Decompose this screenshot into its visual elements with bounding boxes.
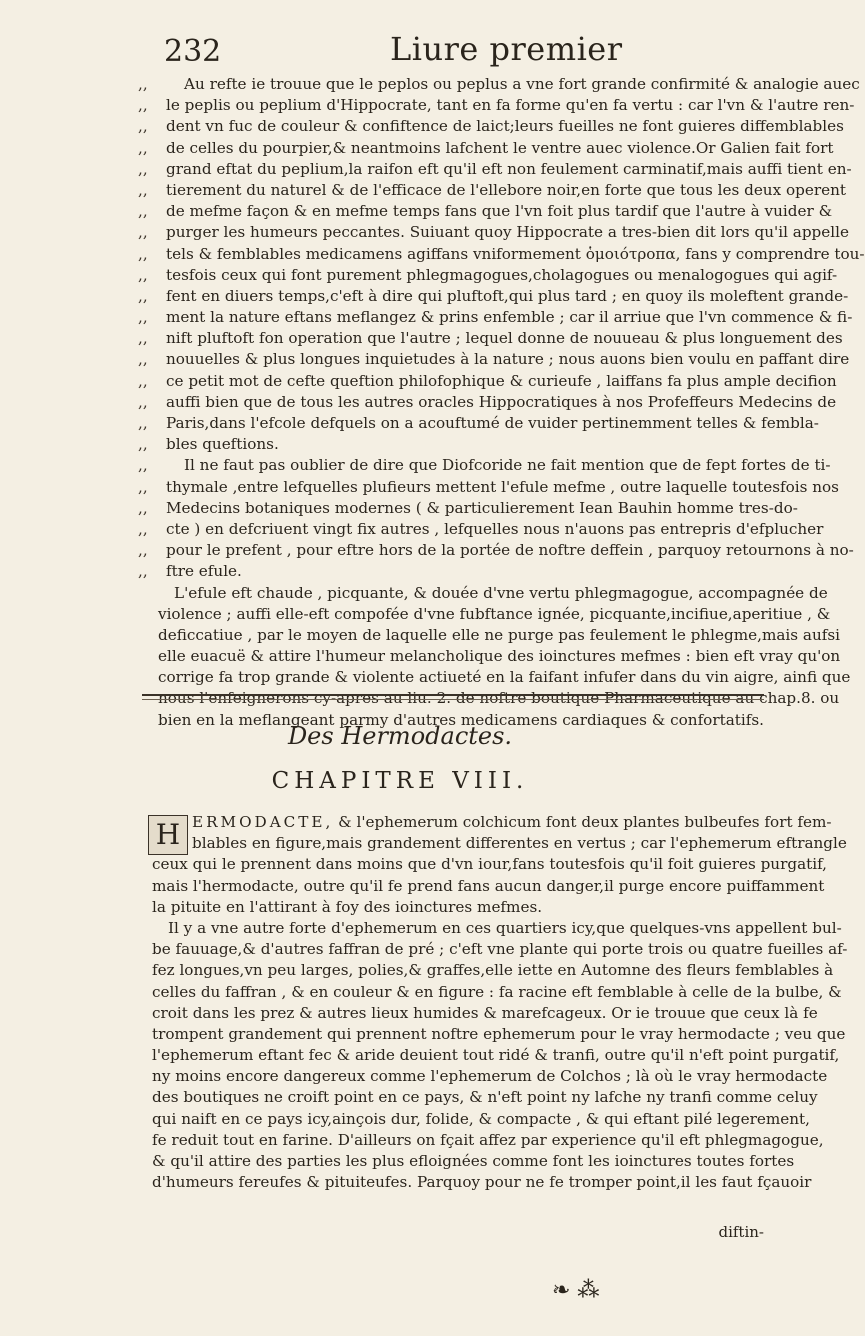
quote-mark: ,, bbox=[138, 138, 148, 157]
chapter-line: des boutiques ne croift point en ce pays, & n'eft point ny lafche ny tranfi comme celuy bbox=[152, 1088, 818, 1107]
chapter-line: fez longues,vn peu larges, polies,& graffes,elle iette en Automne des fleurs femblables à bbox=[152, 961, 834, 980]
quote-mark: ,, bbox=[138, 117, 148, 136]
quote-mark: ,, bbox=[138, 75, 148, 93]
chapter-line: be fauuage,& d'autres faffran de pré ; c'eft vne plante qui porte trois ou quatre fueilles af- bbox=[152, 940, 848, 959]
chapter-line: l'ephemerum eftant fec & aride deuient tout ridé & tranfi, outre qu'il n'eft point purgatif, bbox=[152, 1046, 840, 1065]
quote-mark: ,, bbox=[138, 477, 148, 496]
quoted-line-text: le peplis ou peplium d'Hippocrate, tant en fa forme qu'en fa vertu : car l'vn & l'autre ren- bbox=[166, 96, 855, 115]
quoted-line bbox=[138, 413, 819, 434]
section-rule-thin bbox=[142, 699, 764, 700]
quoted-line-text: Medecins botaniques modernes ( & particulierement Iean Bauhin homme tres-do- bbox=[166, 498, 798, 517]
quoted-line bbox=[138, 138, 834, 159]
section-title: Des Hermodactes. bbox=[287, 722, 513, 750]
quote-mark: ,, bbox=[138, 519, 148, 538]
quoted-line-text: cte ) en defcriuent vingt fix autres , lefquelles nous n'auons pas entrepris d'efplucher bbox=[166, 519, 824, 538]
quoted-line bbox=[138, 307, 853, 328]
quoted-line bbox=[138, 455, 831, 476]
quoted-line bbox=[138, 519, 824, 540]
quote-mark: ,, bbox=[138, 329, 148, 348]
quoted-line-text: purger les humeurs peccantes. Suiuant quoy Hippocrate a tres-bien dit lors qu'il appelle bbox=[166, 223, 849, 242]
quoted-line bbox=[138, 244, 865, 265]
chapter-line: ny moins encore dangereux comme l'ephemerum de Colchos ; là où le vray hermodacte bbox=[152, 1067, 828, 1086]
chapter-heading: CHAPITRE VIII. bbox=[271, 768, 529, 794]
quoted-line bbox=[138, 540, 854, 561]
quote-mark: ,, bbox=[138, 371, 148, 390]
chapter-line: fe reduit tout en farine. D'ailleurs on fçait affez par experience qu'il eft phlegmagogue, bbox=[152, 1130, 824, 1149]
quoted-line-text: de mefme façon & en mefme temps fans que l'vn foit plus tardif que l'autre à vuider & bbox=[166, 202, 833, 221]
chapter-line: trompent grandement qui prennent noftre ephemerum pour le vray hermodacte ; veu que bbox=[152, 1024, 846, 1043]
quote-mark: ,, bbox=[138, 541, 148, 560]
quoted-line bbox=[138, 349, 850, 370]
chapter-line: la pituite en l'attirant à foy des ioinctures mefmes. bbox=[152, 897, 543, 916]
printer-ornament: ❧ ⁂ bbox=[552, 1278, 600, 1303]
chapter-line: mais l'hermodacte, outre qu'il fe prend fans aucun danger,il purge encore puiffamment bbox=[152, 876, 825, 895]
quoted-line-text: pour le prefent , pour eftre hors de la portée de noftre deffein , parquoy retournons à no- bbox=[166, 541, 854, 560]
quote-mark: ,, bbox=[138, 456, 148, 475]
quote-mark: ,, bbox=[138, 180, 148, 199]
quoted-line-text: Au refte ie trouue que le peplos ou peplus a vne fort grande confirmité & analogie auec bbox=[184, 75, 860, 93]
quote-mark: ,, bbox=[138, 265, 148, 284]
quoted-line bbox=[138, 116, 844, 137]
quoted-line-text: ce petit mot de cefte queftion philofophique & curieufe , laiffans fa plus ample decifion bbox=[166, 371, 837, 390]
dropcap: H bbox=[148, 815, 188, 855]
quote-mark: ,, bbox=[138, 308, 148, 327]
chapter-first-line bbox=[152, 812, 832, 833]
running-title: Liure premier bbox=[390, 30, 623, 68]
body-line: bien en la meflangeant parmy d'autres medicamens cardiaques & confortatifs. bbox=[158, 710, 764, 729]
quoted-line-text: dent vn fuc de couleur & confiftence de laict;leurs fueilles ne font guieres diffemblables bbox=[166, 117, 844, 136]
quoted-line-text: Il ne faut pas oublier de dire que Diofcoride ne fait mention que de fept fortes de ti- bbox=[184, 456, 831, 475]
quoted-line-text: grand eftat du peplium,la raifon eft qu'il eft non feulement carminatif,mais auffi tient en- bbox=[166, 159, 852, 178]
chapter-line: qui naift en ce pays icy,ainçois dur, folide, & compacte , & qui eftant pilé legerement, bbox=[152, 1109, 810, 1128]
quoted-line bbox=[138, 74, 860, 95]
quoted-line-text: auffi bien que de tous les autres oracles Hippocratiques à nos Profeffeurs Medecins de bbox=[166, 392, 837, 411]
quoted-line bbox=[138, 159, 852, 180]
body-line: nous l'enfeignerons cy-apres au liu. 2. de noftre boutique Pharmaceutique au chap.8. ou bbox=[158, 689, 840, 708]
chapter-line: blables en figure,mais grandement differentes en vertus ; car l'ephemerum eftrangle bbox=[192, 834, 847, 853]
body-line: violence ; auffi elle-eft compofée d'vne fubftance ignée, picquante,incifiue,aperitiue , & bbox=[158, 604, 831, 623]
quote-mark: ,, bbox=[138, 159, 148, 178]
quoted-line-text: ment la nature eftans meflangez & prins enfemble ; car il arriue que l'vn commence & fi- bbox=[166, 308, 853, 327]
chapter-body bbox=[152, 812, 848, 1193]
quote-mark: ,, bbox=[138, 244, 148, 263]
quoted-line bbox=[138, 371, 837, 392]
body-line: corrige fa trop grande & violente actiueté en la faifant infufer dans du vin aigre, ainfi que bbox=[158, 668, 851, 687]
quoted-line bbox=[138, 265, 838, 286]
chapter-line: croit dans les prez & autres lieux humides & marefcageux. Or ie trouue que ceux là fe bbox=[152, 1003, 818, 1022]
chapter-line: & qu'il attire des parties les plus efloignées comme font les ioinctures toutes fortes bbox=[152, 1152, 795, 1170]
chapter-line: celles du faffran , & en couleur & en figure : fa racine eft femblable à celle de la bulbe, & bbox=[152, 982, 842, 1001]
quote-mark: ,, bbox=[138, 498, 148, 517]
quoted-line bbox=[138, 201, 833, 222]
chapter-line: ceux qui le prennent dans moins que d'vn iour,fans toutesfois qu'il foit guieres purgatif, bbox=[152, 855, 827, 874]
quoted-line bbox=[138, 328, 843, 349]
body-line: deficcatiue , par le moyen de laquelle elle ne purge pas feulement le phlegme,mais aufsi bbox=[158, 625, 841, 644]
quoted-line bbox=[138, 498, 798, 519]
quoted-line-text: nift pluftoft fon operation que l'autre ; lequel donne de nouueau & plus longuement des bbox=[166, 329, 843, 348]
quoted-line bbox=[138, 222, 849, 243]
quote-mark: ,, bbox=[138, 96, 148, 115]
chapter-first-word: ERMODACTE, bbox=[192, 813, 334, 831]
chapter-line: Il y a vne autre forte d'ephemerum en ces quartiers icy,que quelques-vns appellent bul- bbox=[168, 918, 842, 937]
quoted-line-text: bles queftions. bbox=[166, 435, 279, 454]
quoted-line bbox=[138, 477, 839, 498]
quoted-line-text: tels & femblables medicamens agiffans vniformement ὁμοιότροπα, fans y comprendre tou- bbox=[166, 244, 865, 263]
quote-mark: ,, bbox=[138, 223, 148, 242]
page-number: 232 bbox=[164, 34, 222, 69]
quoted-line-text: thymale ,entre lefquelles plufieurs mettent l'efule mefme , outre laquelle toutesfois nos bbox=[166, 477, 839, 496]
quoted-line-text: tesfois ceux qui font purement phlegmagogues,cholagogues ou menalogogues qui agif- bbox=[166, 265, 838, 284]
quoted-line bbox=[138, 561, 778, 582]
chapter-first-line-rest: & l'ephemerum colchicum font deux plantes bulbeufes fort fem- bbox=[338, 813, 832, 831]
catchword: diftin- bbox=[718, 1223, 764, 1241]
quote-mark: ,, bbox=[138, 392, 148, 411]
quote-mark: ,, bbox=[138, 435, 148, 454]
quoted-line bbox=[138, 286, 849, 307]
quoted-line-text: de celles du pourpier,& neantmoins lafchent le ventre auec violence.Or Galien fait fort bbox=[166, 138, 834, 157]
quote-mark: ,, bbox=[138, 414, 148, 432]
quoted-line-text: tierement du naturel & de l'efficace de l'ellebore noir,en forte que tous les deux operent bbox=[166, 180, 846, 199]
body-line: elle euacuë & attire l'humeur melancholique des ioinctures mefmes : bien eft vray qu'on bbox=[158, 647, 841, 666]
body-text bbox=[138, 74, 865, 731]
quote-mark: ,, bbox=[138, 562, 148, 581]
quote-mark: ,, bbox=[138, 350, 148, 369]
quoted-line-text: ftre efule. bbox=[166, 562, 242, 581]
section-rule bbox=[142, 694, 764, 696]
page-header bbox=[150, 30, 770, 78]
quoted-line-text: nouuelles & plus longues inquietudes à la nature ; nous auons bien voulu en paffant dire bbox=[166, 350, 850, 369]
quoted-line bbox=[138, 392, 837, 413]
quoted-line bbox=[138, 95, 855, 116]
quoted-line-text: Paris,dans l'efcole defquels on a acouftumé de vuider pertinemment telles & fembla- bbox=[166, 414, 819, 432]
quoted-line-text: fent en diuers temps,c'eft à dire qui pluftoft,qui plus tard ; en quoy ils moleftent grande- bbox=[166, 286, 849, 305]
quote-mark: ,, bbox=[138, 286, 148, 305]
quoted-line bbox=[138, 434, 778, 455]
body-line: L'efule eft chaude , picquante, & douée d'vne vertu phlegmagogue, accompagnée de bbox=[174, 583, 828, 602]
chapter-line: d'humeurs fereufes & pituiteufes. Parquoy pour ne fe tromper point,il les faut fçauoir bbox=[152, 1173, 812, 1192]
quoted-line bbox=[138, 180, 846, 201]
quote-mark: ,, bbox=[138, 202, 148, 221]
